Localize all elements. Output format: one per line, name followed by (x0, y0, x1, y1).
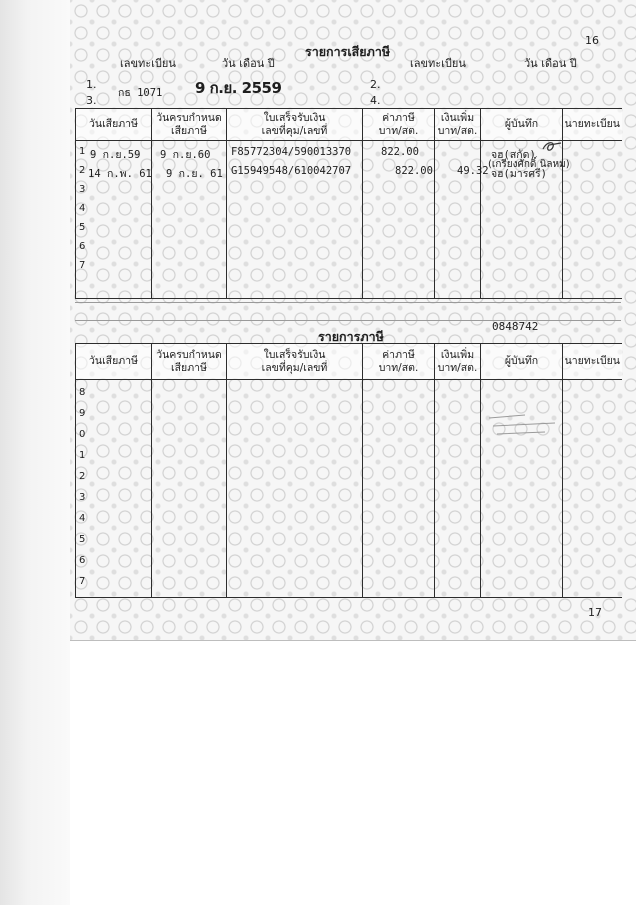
row-number: 0 (79, 429, 86, 440)
row-number: 7 (79, 576, 86, 587)
row-number: 1 (79, 450, 86, 461)
col-surcharge (435, 141, 489, 299)
header-registrar: นายทะเบียน (563, 109, 622, 141)
row-number: 6 (79, 555, 86, 566)
section-divider (75, 320, 621, 321)
row-number: 9 (79, 408, 86, 419)
due-date-value: 9 ก.ย. 61 (166, 168, 223, 180)
header-surcharge: เงินเพิ่ม บาท/สต. (435, 344, 481, 380)
col-due-date (152, 141, 227, 299)
col-surcharge (435, 380, 481, 598)
col-receipt (227, 141, 363, 299)
label-register-no-left: เลขทะเบียน (120, 57, 176, 70)
signature-mark (541, 139, 563, 155)
line-number-1: 1. (86, 78, 97, 91)
row-number: 6 (79, 241, 86, 252)
page-number-top: 16 (585, 34, 599, 47)
page-bottom-edge (70, 640, 636, 641)
stamp-number: 0848742 (492, 320, 539, 333)
tax-record-table-1 (75, 108, 622, 299)
col-registrar (563, 141, 622, 299)
header-registrar: นายทะเบียน (563, 344, 622, 380)
surcharge-value: 49.32 (457, 165, 489, 177)
col-receipt (227, 380, 363, 598)
recorder-value: จฮ(สกัด) (491, 149, 536, 161)
col-registrar (563, 380, 622, 598)
header-tax-date: วันเสียภาษี (76, 109, 152, 141)
line-number-2: 2. (370, 78, 381, 91)
row-number: 4 (79, 203, 86, 214)
header-receipt: ใบเสร็จรับเงิน เลขที่คุม/เลขที่ (227, 344, 363, 380)
recorder-value: จฮ(มารศรี) (491, 168, 547, 180)
col-tax-amount (363, 141, 435, 299)
header-receipt: ใบเสร็จรับเงิน เลขที่คุม/เลขที่ (227, 109, 363, 141)
faint-stamp-mark (485, 412, 559, 442)
col-due-date (152, 380, 227, 598)
row-number: 2 (79, 165, 86, 176)
due-date-value: 9 ก.ย.60 (160, 149, 211, 161)
receipt-value: F85772304/590013370 (231, 146, 352, 158)
scan-edge-shadow (0, 0, 70, 905)
line-number-4: 4. (370, 94, 381, 107)
register-value: กธ 1071 (118, 87, 163, 99)
recorder-note: (เกรียงศักดิ์ นิลหม) (488, 159, 570, 170)
header-due-date: วันครบกำหนด เสียภาษี (152, 109, 227, 141)
page-number-bottom: 17 (588, 606, 602, 619)
row-number: 3 (79, 184, 86, 195)
tax-record-table-2 (75, 343, 622, 598)
register-date-stamp: 9 ก.ย. 2559 (195, 79, 282, 97)
line-number-3: 3. (86, 94, 97, 107)
header-tax-amount: ค่าภาษี บาท/สต. (363, 344, 435, 380)
header-tax-amount: ค่าภาษี บาท/สต. (363, 109, 435, 141)
row-number: 2 (79, 471, 86, 482)
col-tax-date (76, 380, 152, 598)
header-due-date: วันครบกำหนด เสียภาษี (152, 344, 227, 380)
col-tax-amount (363, 380, 435, 598)
row-number: 1 (79, 146, 86, 157)
header-recorder: ผู้บันทึก (481, 109, 563, 141)
tax-amount-value: 822.00 (395, 165, 433, 177)
header-tax-date: วันเสียภาษี (76, 344, 152, 380)
header-recorder: ผู้บันทึก (481, 344, 563, 380)
row-number: 4 (79, 513, 86, 524)
section-title-tax-payment: รายการเสียภาษี (305, 44, 391, 59)
tax-date-value: 9 ก.ย.59 (90, 149, 141, 161)
receipt-value: G15949548/610042707 (231, 165, 352, 177)
label-date-left: วัน เดือน ปี (222, 57, 275, 70)
section-title-tax-list: รายการภาษี (318, 329, 384, 344)
row-number: 5 (79, 534, 86, 545)
tax-amount-value: 822.00 (381, 146, 419, 158)
tax-date-value: 14 ก.พ. 61 (88, 168, 152, 180)
header-surcharge: เงินเพิ่ม บาท/สต. (435, 109, 481, 141)
col-tax-date (76, 141, 152, 299)
row-number: 3 (79, 492, 86, 503)
label-date-right: วัน เดือน ปี (524, 57, 577, 70)
row-number: 8 (79, 387, 86, 398)
row-number: 5 (79, 222, 86, 233)
row-number: 7 (79, 260, 86, 271)
section-divider (75, 302, 621, 303)
label-register-no-right: เลขทะเบียน (410, 57, 466, 70)
col-recorder (481, 380, 563, 598)
